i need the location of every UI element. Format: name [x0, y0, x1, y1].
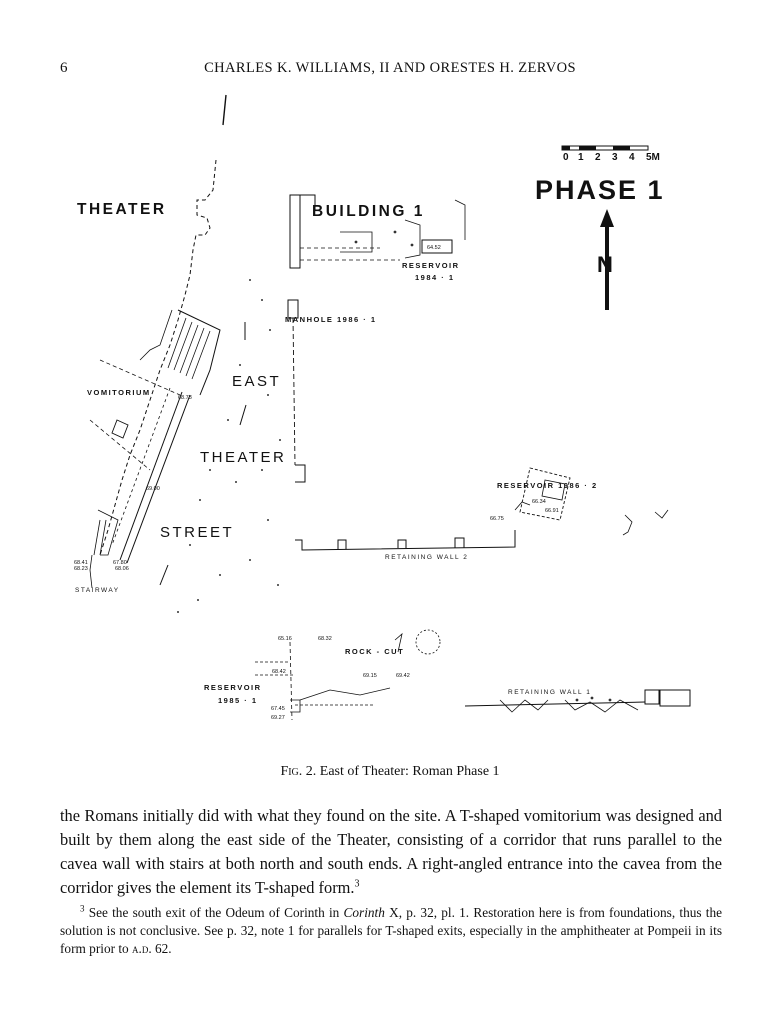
- label-retaining-wall-2: RETAINING WALL 2: [385, 554, 469, 561]
- label-street: STREET: [160, 524, 235, 541]
- label-reservoir-1985: RESERVOIR: [204, 683, 262, 692]
- label-vomitorium: VOMITORIUM: [87, 388, 151, 397]
- label-reservoir-1985-number: 1985 · 1: [218, 696, 258, 705]
- running-head: CHARLES K. WILLIAMS, II AND ORESTES H. ZERVOS: [204, 60, 576, 76]
- footnote-text-1: See the south exit of the Odeum of Corinth in: [84, 905, 344, 920]
- footnote-reference[interactable]: 3: [354, 878, 360, 890]
- phase-title: PHASE 1: [535, 175, 665, 205]
- figure-caption: [0, 764, 780, 780]
- elevation: 69.00: [146, 486, 160, 492]
- label-reservoir-1986: RESERVOIR 1986 · 2: [497, 481, 598, 490]
- elevation: 68.41: [74, 560, 88, 566]
- figure-caption-text: 2. East of Theater: Roman Phase 1: [302, 764, 500, 779]
- footnote-italic-title: Corinth: [343, 905, 385, 920]
- elevation: 66.34: [532, 499, 546, 505]
- scale-label-3: 3: [612, 152, 618, 163]
- elevation: 64.52: [427, 245, 441, 251]
- footnote: [60, 904, 722, 958]
- label-retaining-wall-1: RETAINING WALL 1: [508, 689, 592, 696]
- footnote-era: a.d.: [132, 941, 152, 956]
- figure-abbr: Fig.: [280, 764, 303, 779]
- elevation: 68.73: [178, 395, 192, 401]
- scale-label-4: 4: [629, 152, 635, 163]
- scale-label-2: 2: [595, 152, 601, 163]
- elevation: 69.42: [396, 673, 410, 679]
- footnote-number: 3: [80, 903, 85, 914]
- elevation: 68.06: [115, 566, 129, 572]
- footnote-text-2: X, p. 32, pl. 1. Restoration here is from foundations, thus the solution is not conclusive. See p. 32, note 1 for parallels for T-shaped exits, especially in the amphitheater at Pompeii in its form prior to: [60, 905, 722, 956]
- rubble-stipple: [177, 231, 611, 702]
- scale-label-5m: 5M: [646, 152, 660, 163]
- body-paragraph-text: the Romans initially did with what they found on the site. A T-shaped vomitorium was designed and built by them along the east side of the Theater, consisting of a corridor that runs parallel to the cavea wall with stairs at both north and south ends. A right-angled entrance into the cavea from the corridor gives the element its T-shaped form.: [60, 806, 722, 897]
- elevation: 69.27: [271, 715, 285, 721]
- elevation: 65.16: [278, 636, 292, 642]
- site-plan-figure: [0, 90, 780, 750]
- scale-label-1: 1: [578, 152, 584, 163]
- label-manhole: MANHOLE 1986 · 1: [285, 315, 377, 324]
- elevation: 68.32: [318, 636, 332, 642]
- elevation: 68.23: [74, 566, 88, 572]
- label-building-1: BUILDING 1: [312, 203, 425, 220]
- scale-bar: [562, 146, 660, 163]
- north-label: N: [597, 252, 613, 277]
- label-east: EAST: [232, 373, 282, 390]
- elevation: 68.42: [272, 669, 286, 675]
- scale-label-0: 0: [563, 152, 569, 163]
- body-paragraph: [60, 804, 722, 900]
- label-theater-street-1: THEATER: [200, 449, 287, 466]
- label-rock-cut: ROCK - CUT: [345, 647, 405, 656]
- page-header: [0, 60, 780, 84]
- page-number: 6: [60, 60, 68, 76]
- elevation: 67.45: [271, 706, 285, 712]
- label-reservoir-1984: RESERVOIR: [402, 261, 460, 270]
- elevation: 69.15: [363, 673, 377, 679]
- label-theater: THEATER: [77, 201, 167, 218]
- footnote-text-3: 62.: [151, 941, 172, 956]
- label-reservoir-1984-number: 1984 · 1: [415, 273, 455, 282]
- elevation: 67.80: [113, 560, 127, 566]
- label-stairway: STAIRWAY: [75, 587, 120, 594]
- elevation: 66.91: [545, 508, 559, 514]
- elevation: 66.75: [490, 516, 504, 522]
